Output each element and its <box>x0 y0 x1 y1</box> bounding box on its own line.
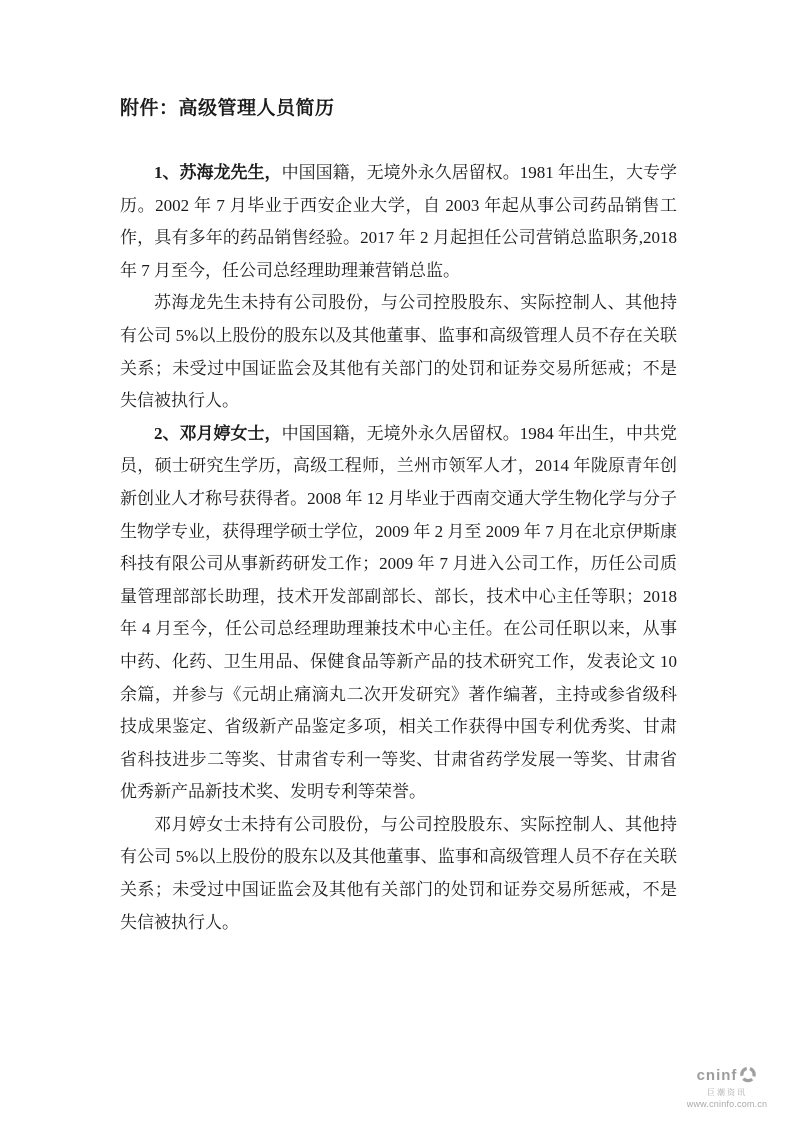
paragraph-deng-bio <box>120 418 677 809</box>
swirl-fan-icon <box>739 1066 757 1088</box>
cninfo-brand-cn: 巨潮资讯 <box>707 1088 747 1098</box>
cninfo-logo-text: cninf <box>696 1067 738 1085</box>
paragraph-su-bio <box>120 157 677 287</box>
cninfo-watermark <box>667 1066 787 1110</box>
cninfo-logo <box>667 1066 787 1088</box>
paragraph-text: 苏海龙先生未持有公司股份，与公司控股股东、实际控制人、其他持有公司 5%以上股份的股东以及其他董事、监事和高级管理人员不存在关联关系；未受过中国证监会及其他有关部门的处罚和证券交易所惩戒；不是失信被执行人。 <box>120 293 677 411</box>
paragraph-text: 中国国籍，无境外永久居留权。1984 年出生，中共党员，硕士研究生学历，高级工程师，兰州市领军人才，2014 年陇原青年创新创业人才称号获得者。2008 年 12 月毕业于西南交通大学生物化学与分子生物学专业，获得理学硕士学位，2009 年 2 月至 2009 年 7 月在北京伊斯康科技有限公司从事新药研发工作；2009 年 7 月进入公司工作，历任公司质量管理部部长助理，技术开发部副部长、部长，技术中心主任等职；2018 年 4 月至今，任公司总经理助理兼技术中心主任。在公司任职以来，从事中药、化药、卫生用品、保健食品等新产品的技术研究工作，发表论文 10 余篇，并参与《元胡止痛滴丸二次开发研究》著作编著，主持或参省级科技成果鉴定、省级新产品鉴定多项，相关工作获得中国专利优秀奖、甘肃省科技进步二等奖、甘肃省专利一等奖、甘肃省药学发展一等奖、甘肃省优秀新产品新技术奖、发明专利等荣誉。 <box>120 423 678 802</box>
person-name-su: 1、苏海龙先生， <box>154 163 282 182</box>
document-content <box>120 96 677 939</box>
paragraph-deng-disclosure <box>120 809 677 939</box>
cninfo-url: www.cninfo.com.cn <box>686 1099 768 1110</box>
paragraph-text: 中国国籍，无境外永久居留权。1981 年出生，大专学历。2002 年 7 月毕业于西安企业大学，自 2003 年起从事公司药品销售工作，具有多年的药品销售经验。2017 年 2 月起担任公司营销总监职务,2018 年 7 月至今，任公司总经理助理兼营销总监。 <box>120 163 678 280</box>
person-name-deng: 2、邓月婷女士， <box>154 423 282 443</box>
paragraph-text: 邓月婷女士未持有公司股份，与公司控股股东、实际控制人、其他持有公司 5%以上股份的股东以及其他董事、监事和高级管理人员不存在关联关系；未受过中国证监会及其他有关部门的处罚和证券交易所惩戒，不是失信被执行人。 <box>120 814 677 932</box>
page-title: 附件：高级管理人员简历 <box>120 98 335 119</box>
paragraph-su-disclosure <box>120 287 677 417</box>
